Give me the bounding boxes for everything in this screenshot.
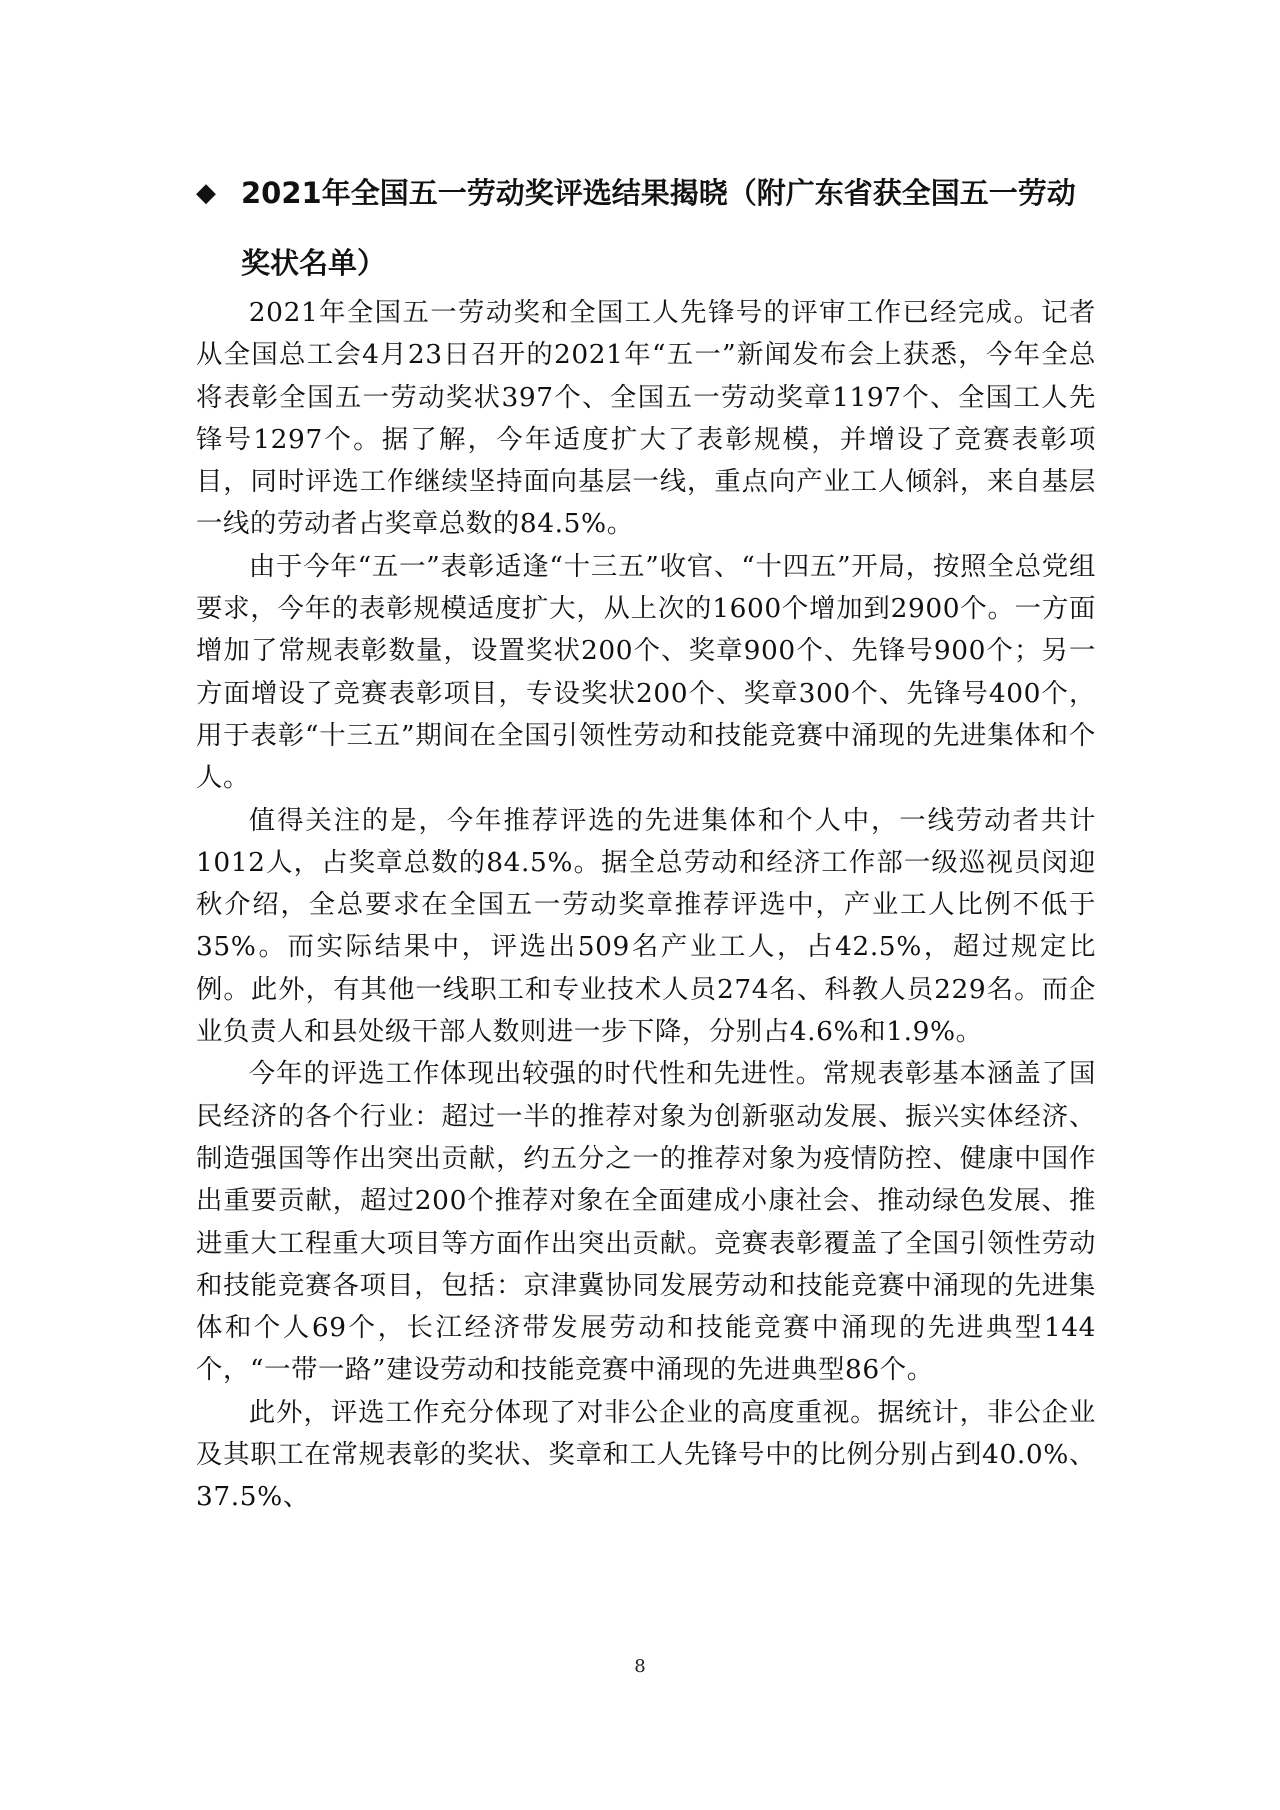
paragraph-5: 此外，评选工作充分体现了对非公企业的高度重视。据统计，非公企业及其职工在常规表彰的奖状、奖章和工人先锋号中的比例分别占到40.0%、37.5%、 <box>196 1396 1096 1513</box>
paragraph-3: 值得关注的是，今年推荐评选的先进集体和个人中，一线劳动者共计1012人，占奖章总数的84.5%。据全总劳动和经济工作部一级巡视员闵迎秋介绍，全总要求在全国五一劳动奖章推荐评选中，产业工人比例不低于35%。而实际结果中，评选出509名产业工人，占42.5%，超过规定比例。此外，有其他一线职工和专业技术人员274名、科教人员229名。而企业负责人和县处级干部人数则进一步下降，分别占4.6%和1.9%。 <box>196 804 1096 1048</box>
page-number: 8 <box>634 1656 646 1677</box>
paragraph-1: 2021年全国五一劳动奖和全国工人先锋号的评审工作已经完成。记者从全国总工会4月23日召开的2021年“五一”新闻发布会上获悉，今年全总将表彰全国五一劳动奖状397个、全国五一劳动奖章1197个、全国工人先锋号1297个。据了解，今年适度扩大了表彰规模，并增设了竞赛表彰项目，同时评选工作继续坚持面向基层一线，重点向产业工人倾斜，来自基层一线的劳动者占奖章总数的84.5%。 <box>196 297 1096 540</box>
paragraph-2: 由于今年“五一”表彰适逢“十三五”收官、“十四五”开局，按照全总党组要求，今年的表彰规模适度扩大，从上次的1600个增加到2900个。一方面增加了常规表彰数量，设置奖状200个、奖章900个、先锋号900个；另一方面增设了竞赛表彰项目，专设奖状200个、奖章300个、先锋号400个，用于表彰“十三五”期间在全国引领性劳动和技能竞赛中涌现的先进集体和个人。 <box>196 550 1096 794</box>
section-heading <box>196 158 1096 298</box>
article-body <box>196 292 1096 1519</box>
diamond-bullet-icon: ◆ <box>196 178 216 208</box>
heading-title: 2021年全国五一劳动奖评选结果揭晓（附广东省获全国五一劳动奖状名单） <box>241 176 1076 280</box>
paragraph-4: 今年的评选工作体现出较强的时代性和先进性。常规表彰基本涵盖了国民经济的各个行业：超过一半的推荐对象为创新驱动发展、振兴实体经济、制造强国等作出突出贡献，约五分之一的推荐对象为疫情防控、健康中国作出重要贡献，超过200个推荐对象在全面建成小康社会、推动绿色发展、推进重大工程重大项目等方面作出突出贡献。竞赛表彰覆盖了全国引领性劳动和技能竞赛各项目，包括：京津冀协同发展劳动和技能竞赛中涌现的先进集体和个人69个，长江经济带发展劳动和技能竞赛中涌现的先进典型144个，“一带一路”建设劳动和技能竞赛中涌现的先进典型86个。 <box>196 1058 1096 1386</box>
